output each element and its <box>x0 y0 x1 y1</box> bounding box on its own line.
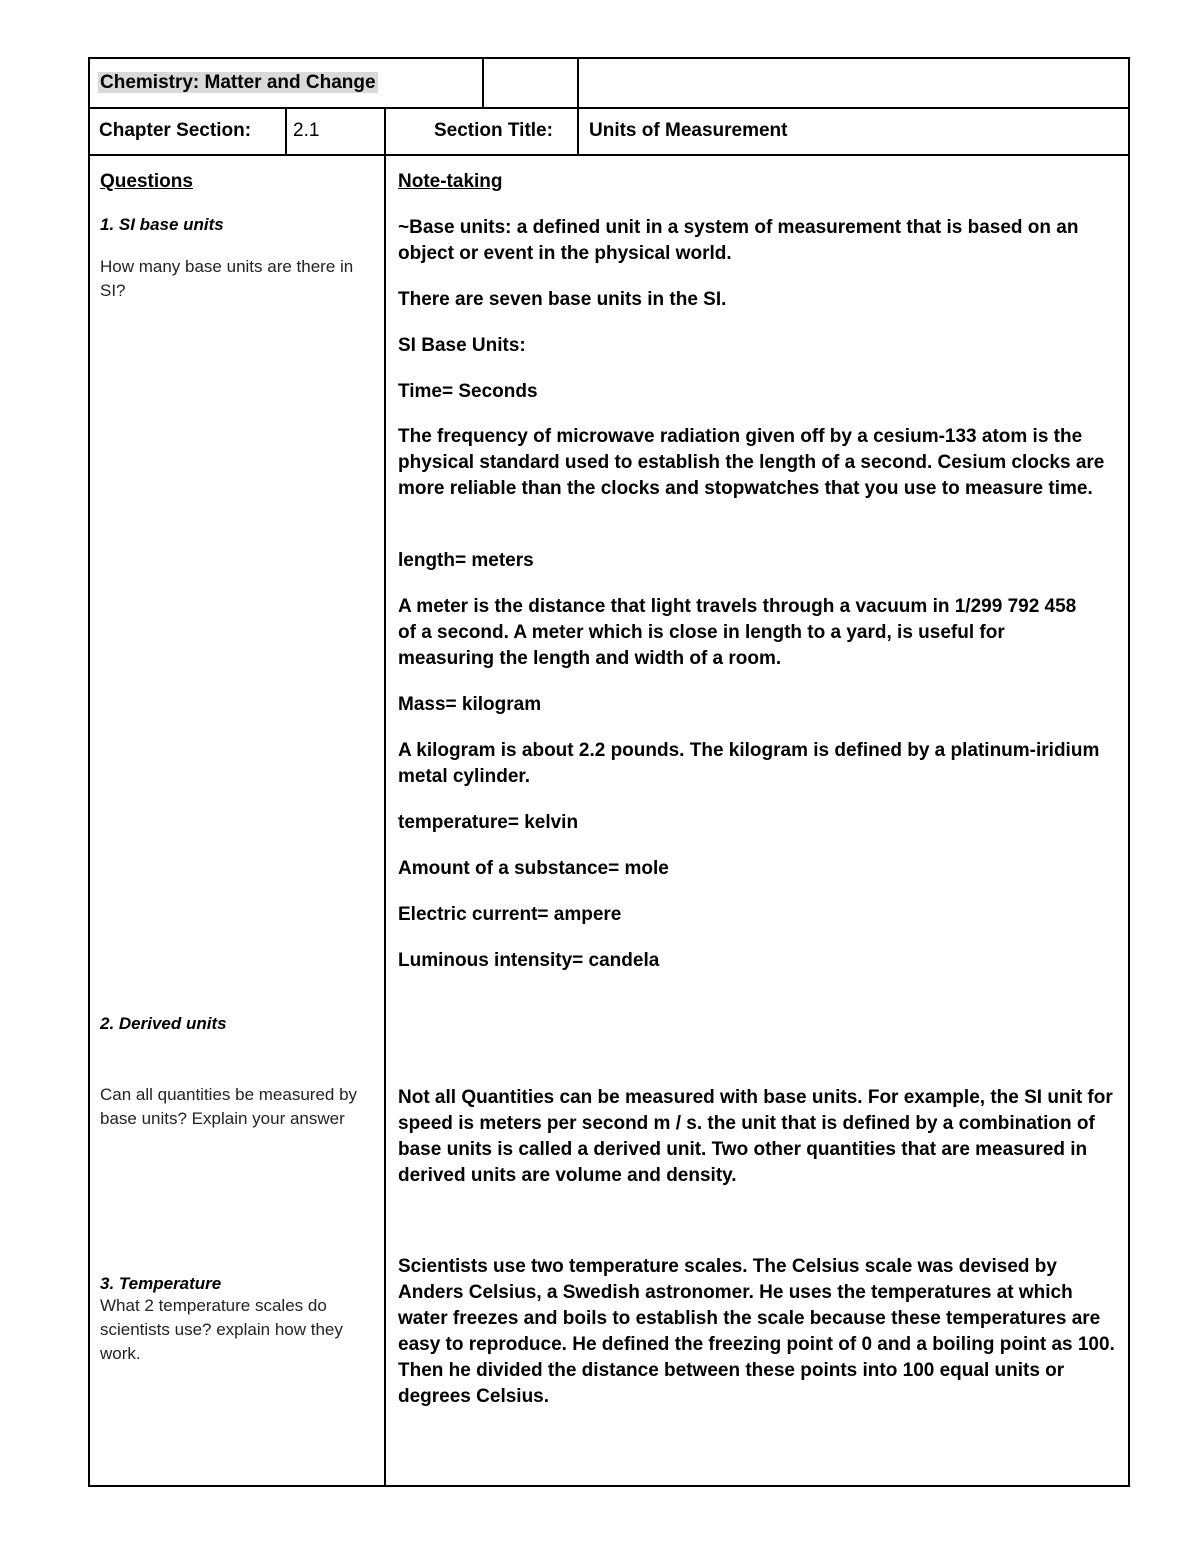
book-title <box>98 72 378 94</box>
note-temperature: temperature= kelvin <box>398 812 579 833</box>
note-amount-of-substance: Amount of a substance= mole <box>398 858 669 879</box>
note-electric-current: Electric current= ampere <box>398 904 622 925</box>
question-text: What 2 temperature scales do scientists use? explain how they work. <box>100 1296 343 1363</box>
section-title-label: Section Title: <box>434 120 553 141</box>
note-base-units-definition: ~Base units: a defined unit in a system of measurement that is based on an object or event in the physical world. <box>398 217 1079 264</box>
question-derived-units <box>100 1014 375 1131</box>
question-text: How many base units are there in SI? <box>100 257 354 300</box>
question-temperature <box>100 1274 375 1366</box>
question-text: Can all quantities be measured by base units? Explain your answer <box>100 1085 358 1128</box>
notes-heading: Note-taking <box>398 171 503 192</box>
question-title: 2. Derived units <box>100 1014 227 1033</box>
note-time: Time= Seconds <box>398 381 538 402</box>
book-title-text: Chemistry: Matter and Change <box>100 72 376 93</box>
chapter-value-divider <box>285 107 287 156</box>
note-length-description: A meter is the distance that light travels through a vacuum in 1/299 792 458 of a second. A meter which is close in length to a yard, is useful for measuring the length and width of a room. <box>398 596 1077 669</box>
chapter-section-label: Chapter Section: <box>99 120 252 141</box>
questions-column <box>100 171 375 1363</box>
note-mass-description: A kilogram is about 2.2 pounds. The kilogram is defined by a platinum-iridium metal cylinder. <box>398 740 1100 787</box>
title-box-divider-2 <box>577 59 579 156</box>
note-luminous-intensity: Luminous intensity= candela <box>398 950 660 971</box>
note-seven-units: There are seven base units in the SI. <box>398 289 727 310</box>
note-temperature-scales: Scientists use two temperature scales. The Celsius scale was devised by Anders Celsius, a Swedish astronomer. He uses the temperatures at which water freezes and boils to establish the scale because these temperatures are easy to reproduce. He defined the freezing point of 0 and a boiling point as 100. Then he divided the distance between these points into 100 equal units or degrees Celsius. <box>398 1256 1115 1407</box>
notes-column <box>398 171 1120 1407</box>
note-time-description: The frequency of microwave radiation given off by a cesium-133 atom is the physical standard used to establish the length of a second. Cesium clocks are more reliable than the clocks and stopwatches that you use to measure time. <box>398 426 1105 499</box>
title-box-divider-1 <box>482 59 484 109</box>
cornell-notes-sheet <box>88 57 1130 1487</box>
note-length: length= meters <box>398 550 534 571</box>
column-divider <box>384 107 386 1485</box>
header-row-divider <box>90 107 1128 109</box>
question-title: 3. Temperature <box>100 1274 222 1293</box>
note-mass: Mass= kilogram <box>398 694 542 715</box>
questions-heading: Questions <box>100 171 193 192</box>
note-derived-units: Not all Quantities can be measured with base units. For example, the SI unit for speed is meters per second m / s. the unit that is defined by a combination of base units is called a derived unit. Two other quantities that are measured in derived units are volume and density. <box>398 1087 1113 1186</box>
question-si-base-units <box>100 215 375 303</box>
chapter-section-value: 2.1 <box>293 120 320 141</box>
note-si-base-units-label: SI Base Units: <box>398 335 526 356</box>
question-title: 1. SI base units <box>100 215 224 234</box>
section-title-value: Units of Measurement <box>589 120 788 141</box>
header-bottom-divider <box>90 154 1128 156</box>
